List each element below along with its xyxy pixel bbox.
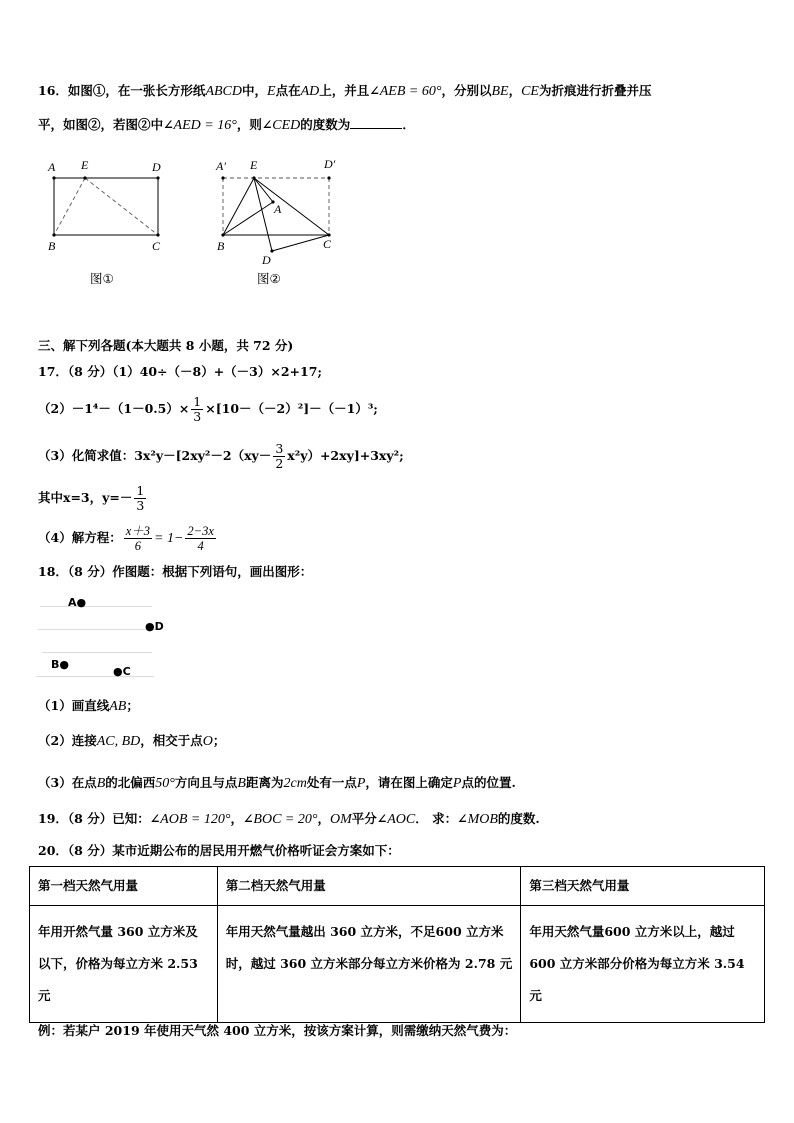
q18-step1: （1）画直线AB； [38, 698, 139, 714]
table-header-row [30, 867, 765, 906]
q20-example: 例：若某户 2019 年使用天气然 400 立方米，按该方案计算，则需缴纳天然气费为： [38, 1023, 517, 1038]
q19: 19．（8 分）已知：∠AOB = 120°，∠BOC = 20°，OM平分∠AOC． 求：∠MOB的度数. [38, 811, 540, 827]
q16-line2: 平，如图②，若图②中∠AED = 16°，则∠CED的度数为 ． [38, 117, 415, 133]
point-d-label: ●D [145, 620, 164, 633]
section-heading: 三、解下列各题(本大题共 8 小题，共 72 分) [38, 338, 294, 353]
label-e: E [250, 158, 258, 172]
q18-step2: （2）连接AC, BD，相交于点O； [38, 733, 226, 749]
fraction-one-third: $\frac{1}{3}$ [136, 483, 145, 513]
figure-1 [40, 152, 180, 257]
q17-part2: （2）－1⁴－（1－0.5）× $\frac{1}{3}$ ×[10－（－2）²]－（－1）³; [38, 394, 378, 424]
answer-blank[interactable] [350, 116, 402, 129]
q18-point-figure [36, 592, 166, 686]
line-ec [254, 178, 329, 235]
label-d: D [262, 253, 271, 267]
point-a-label: A● [68, 596, 87, 609]
label-c: C [152, 239, 161, 253]
fraction-three-halves: $\frac{3}{2}$ [275, 441, 284, 471]
q18-step3: （3）在点B的北偏西50°方向且与点B距离为2cm处有一点P，请在图上确定P点的位置. [38, 775, 516, 791]
figure-1-caption: 图① [90, 271, 114, 286]
table-cell: 年用开然气量 360 立方米及以下，价格为每立方米 2.53 元 [30, 906, 218, 1023]
gas-price-table [29, 866, 765, 1023]
q20-title: 20．（8 分）某市近期公布的居民用开燃气价格听证会方案如下： [38, 843, 400, 858]
point-c-label: ●C [113, 665, 131, 678]
label-a-prime: A′ [216, 159, 226, 173]
fraction-one-third: $\frac{1}{3}$ [193, 394, 202, 424]
rectangle-abcd [54, 178, 158, 235]
line-eb [223, 178, 254, 235]
table-row [30, 906, 765, 1023]
q17-part3: （3）化简求值：3x²y－[2xy²－2（xy－ $\frac{3}{2}$ x²y）+2xy]+3xy²; [38, 441, 404, 471]
figure-2-caption: 图② [257, 271, 281, 286]
fold-line-ce [85, 178, 158, 235]
table-header-cell: 第一档天然气用量 [30, 867, 218, 906]
circle-one-icon: ① [92, 83, 106, 98]
label-a: A [274, 202, 282, 216]
q17-part1: 17．（8 分）（1）40÷（－8）+（－3）×2+17; [38, 364, 323, 379]
figure-2 [212, 152, 352, 270]
label-e: E [81, 158, 89, 172]
table-cell: 年用天然气量越出 360 立方米，不足600 立方米时，越过 360 立方米部分每立方米价格为 2.78 元 [217, 906, 521, 1023]
q17-part3-condition: 其中x=3，y=－ $\frac{1}{3}$ [38, 483, 145, 513]
label-a: A [48, 160, 56, 174]
label-c: C [323, 237, 332, 251]
table-header-cell: 第三档天然气用量 [521, 867, 765, 906]
circle-two-icon: ② [88, 117, 101, 132]
fold-line-be [54, 178, 85, 235]
table-cell: 年用天然气量600 立方米以上，越过600 立方米部分价格为每立方米 3.54 元 [521, 906, 765, 1023]
label-b: B [48, 239, 56, 253]
equation-right-fraction: $\frac{2-3x}{4}$ [187, 524, 214, 553]
equation-left-fraction: $\frac{x+3}{6}$ [125, 524, 151, 553]
label-d: D [152, 160, 161, 174]
q18-title: 18．（8 分）作图题：根据下列语句，画出图形： [38, 564, 313, 579]
line-dc [272, 235, 329, 251]
label-b: B [217, 239, 225, 253]
q16-line1: 16．如图①，在一张长方形纸ABCD中，E点在AD上，并且∠AEB = 60°，分别以BE，CE为折痕进行折叠并压 [38, 83, 652, 99]
q17-part4: （4）解方程： $\frac{x+3}{6}$ = 1− $\frac{2-3x}{4}$ [38, 524, 214, 553]
point-b-label: B● [51, 658, 69, 671]
label-d-prime: D′ [324, 157, 336, 171]
line-ab [223, 202, 273, 235]
table-header-cell: 第二档天然气用量 [217, 867, 521, 906]
